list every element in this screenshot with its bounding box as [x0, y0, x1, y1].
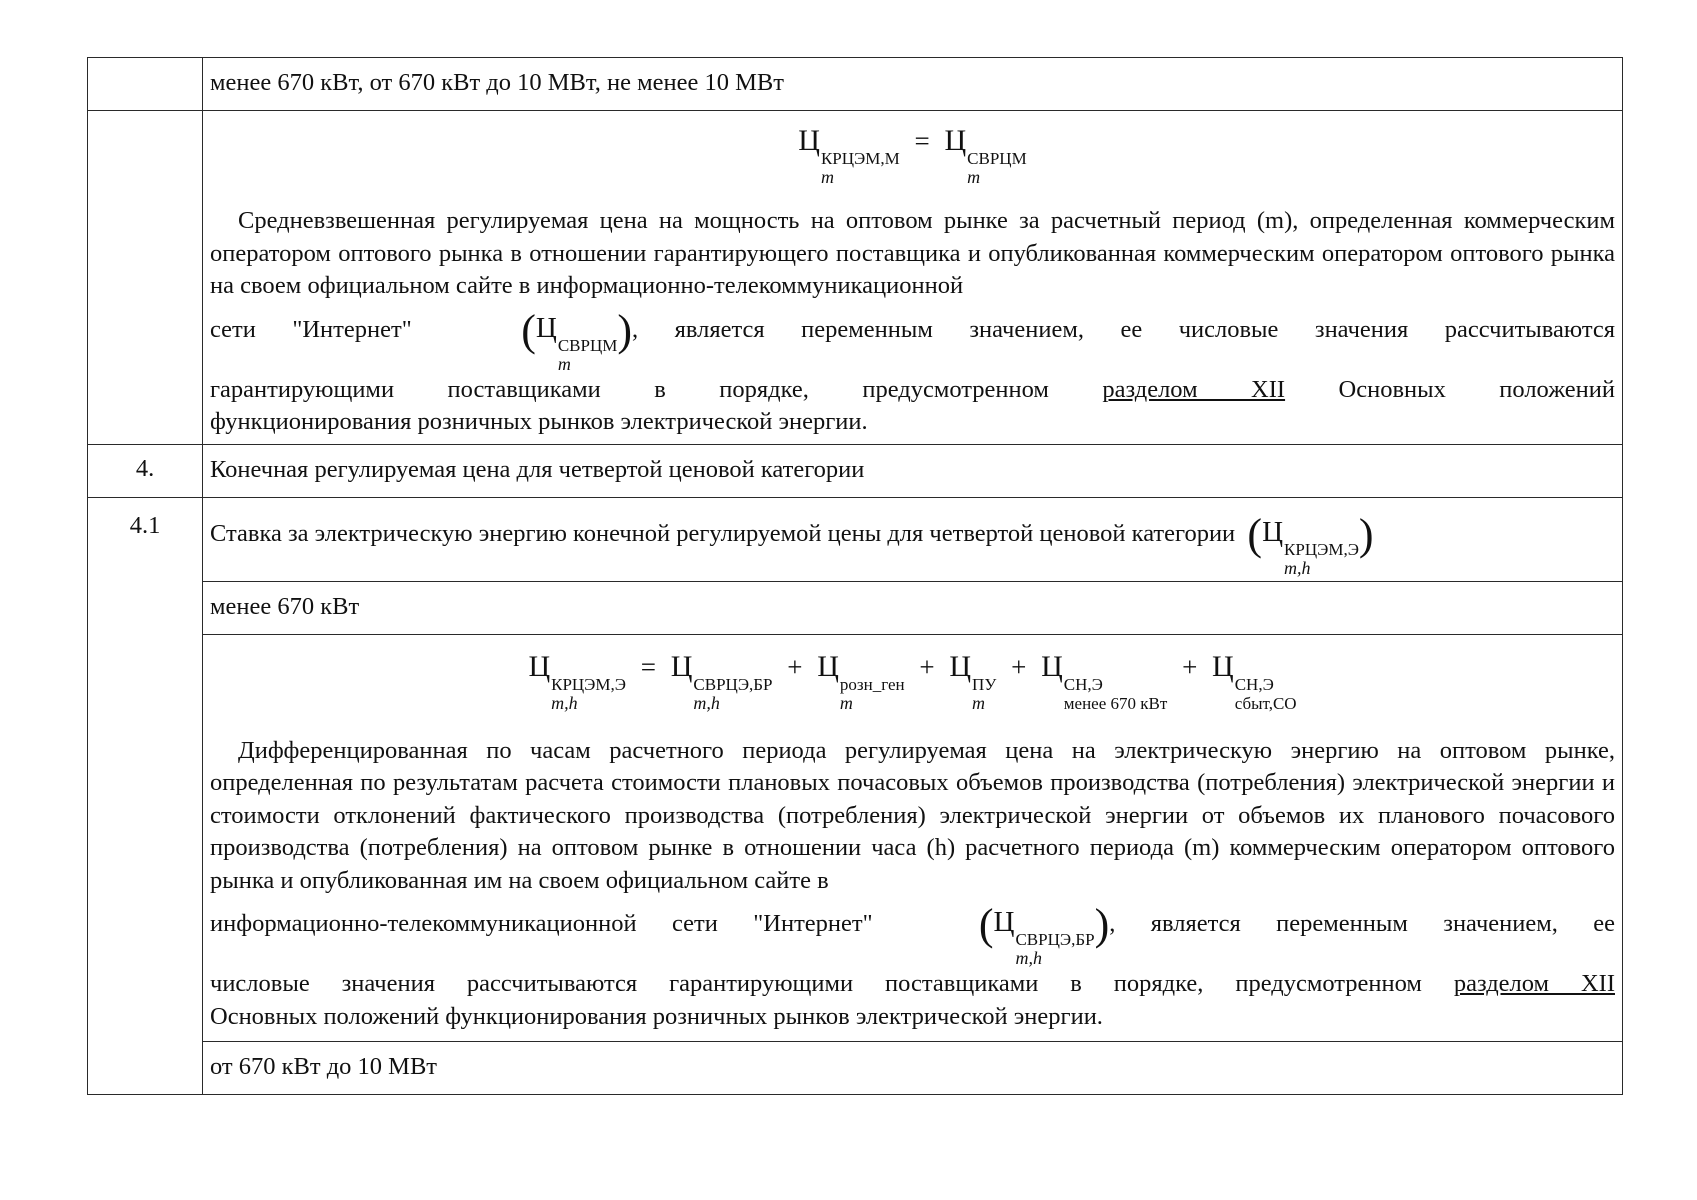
row-number-cell	[88, 444, 203, 497]
table-row	[88, 581, 1623, 634]
table-row	[88, 634, 1623, 1042]
power-range-text: от 670 кВт до 10 МВт	[210, 1053, 438, 1080]
section-xii-link[interactable]: разделом XII	[1453, 970, 1615, 997]
energy-price-description: Дифференцированная по часам расчетного периода регулируемая цена на электрическую энергию на оптовом рынке, определенная по результатам расчета стоимости плановых почасовых объемов производства (потребления) электрической энергии и стоимости отклонений фактического производства (потребления) электрической энергии от объемов их планового почасового производства (потребления) на оптовом рынке в отношении часа (h) расчетного периода (m) коммерческим оператором оптового рынка и опубликованная им на своем официальном сайте в информационно-телекоммуникационной сети "Интернет" (Ц СВРЦЭ,БР m,h ), является переменным значением, ее числовые значения рассчитываются гарантирующими поставщиками в порядке, предусмотренном разделом XII Основных положений функционирования розничных рынков электрической энергии.	[210, 736, 1616, 1030]
inline-formula: (Ц КРЦЭМ,Э m,h )	[1247, 509, 1374, 578]
power-ranges-text: менее 670 кВт, от 670 кВт до 10 МВт, не менее 10 МВт	[210, 69, 784, 96]
row-formula-cell	[203, 634, 1623, 1042]
capacity-price-description: Средневзвешенная регулируемая цена на мощность на оптовом рынке за расчетный период (m), определенная коммерческим оператором оптового рынка в отношении гарантирующего поставщика и опубликованная коммерческим оператором оптового рынка на своем официальном сайте в информационно-телекоммуникационной сети "Интернет" (Ц СВРЦМ m ), является переменным значением, ее числовые значения рассчитываются гарантирующими поставщиками в порядке, предусмотренном разделом XII Основных положений функционирования розничных рынков электрической энергии.	[210, 207, 1616, 435]
row-number: 4.1	[129, 511, 161, 539]
row-number: 4.	[135, 454, 155, 482]
inline-formula: (Ц СВРЦМ m )	[521, 305, 633, 374]
row-number-cell	[88, 111, 203, 445]
table-row	[88, 1042, 1623, 1095]
category-heading: Конечная регулируемая цена для четвертой ценовой категории	[210, 455, 865, 483]
power-range-text: менее 670 кВт	[210, 592, 360, 620]
energy-price-formula: Ц КРЦЭМ,Э m,h = Ц СВРЦЭ,БР m,h + Ц розн_ген m + Ц ПУ m + Ц СН,Э менее 670 кВт + Ц СН,Э сбыт,СО	[528, 649, 1297, 713]
capacity-price-formula: Ц КРЦЭМ,М m = Ц СВРЦМ m	[798, 124, 1027, 187]
section-xii-link[interactable]: разделом XII	[1102, 375, 1286, 403]
table-row	[88, 444, 1623, 497]
row-text-cell	[203, 581, 1623, 634]
inline-formula-line: информационно-телекоммуникационной сети "Интернет" (Ц СВРЦЭ,БР m,h ), является переменным значением, ее	[210, 900, 1616, 968]
row-text-cell	[203, 58, 1623, 111]
row-number-cell	[88, 58, 203, 111]
inline-formula: (Ц СВРЦЭ,БР m,h )	[978, 900, 1110, 968]
row-number-cell	[88, 497, 203, 1095]
document-table	[87, 57, 1623, 1095]
energy-rate-heading: Ставка за электрическую энергию конечной регулируемой цены для четвертой ценовой категории	[210, 519, 1236, 547]
table-row	[88, 58, 1623, 111]
table-row	[88, 111, 1623, 445]
row-text-cell	[203, 1042, 1623, 1095]
inline-formula-line: сети "Интернет" (Ц СВРЦМ m ), является переменным значением, ее числовые значения рассчитываются	[210, 305, 1616, 374]
row-formula-cell	[203, 111, 1623, 445]
row-text-cell	[203, 497, 1623, 581]
row-text-cell	[203, 444, 1623, 497]
table-row	[88, 497, 1623, 581]
